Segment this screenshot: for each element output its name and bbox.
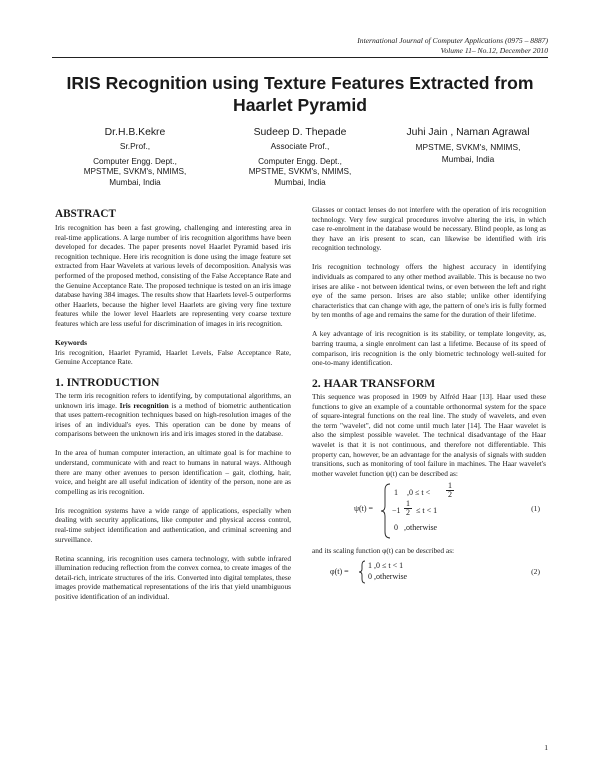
- author-affiliation: MPSTME, SVKM's, NMIMS,: [415, 142, 521, 152]
- eq1-case1-frac-num: 1: [448, 481, 452, 491]
- eq1-number: (1): [531, 504, 540, 514]
- eq1-case2-condition: ≤ t < 1: [416, 506, 438, 516]
- introduction-heading: 1. INTRODUCTION: [55, 376, 160, 390]
- intro-paragraph-2: In the area of human computer interaction, an ultimate goal is for machine to understand, communicate with and react to humans in natural ways. Although there are many other avenues to person identification – gait, clothing, hair, voice, and height are all useful indication of identity of the person, none are as compelling as iris recognition.: [55, 448, 291, 496]
- journal-header: [357, 36, 548, 55]
- abstract-heading: ABSTRACT: [55, 208, 116, 220]
- author-affiliation: Computer Engg. Dept.,: [258, 157, 342, 166]
- eq2-number: (2): [531, 567, 540, 577]
- journal-volume: Volume 11– No.12, December 2010: [440, 45, 548, 55]
- author-affiliation: MPSTME, SVKM's, NMIMS,: [83, 167, 187, 177]
- eq1-case1-fraction: [446, 482, 454, 499]
- eq1-case2-fraction: [404, 500, 412, 517]
- paper-title: [40, 72, 560, 116]
- eq2-brace: [358, 560, 366, 584]
- eq1-case3-value: 0: [394, 523, 398, 533]
- author-affiliation: Mumbai, India: [274, 178, 326, 187]
- eq1-case3-condition: ,otherwise: [404, 523, 438, 533]
- header-rule: [52, 57, 548, 58]
- intro-paragraph-4: Retina scanning, iris recognition uses camera technology, with subtle infrared illumination reducing reflection from the convex cornea, to create images of the detail-rich, intricate structures of the iris. Converted into digital templates, these images provide mathematical representations of the iris that yield unambiguous positive identification of an individual.: [55, 553, 291, 601]
- author-affiliation: Mumbai, India: [109, 178, 161, 187]
- eq1-case2-frac-den: 2: [406, 508, 410, 518]
- author-role: Sr.Prof.,: [119, 141, 151, 151]
- eq1-case1-value: 1: [394, 488, 398, 498]
- author-block-2: [230, 126, 370, 189]
- intro-paragraph-1: [55, 391, 291, 439]
- author-role: Associate Prof.,: [270, 141, 330, 151]
- right-paragraph-2: Iris recognition technology offers the highest accuracy in identifying individuals as compared to any other method available. This is because no two irises are alike - not between identical twins, or even between the left and right eye of the same person. Irises are also stable; unlike other identifying characteristics that can change with age, the pattern of one's iris is fully formed by ten months of age and remains the same for the duration of their lifetime.: [312, 262, 546, 320]
- eq1-lhs: ψ(t) =: [354, 504, 374, 514]
- author-affiliation: Computer Engg. Dept.,: [93, 157, 177, 166]
- eq2-case2: 0 ,otherwise: [368, 572, 408, 582]
- journal-name: International Journal of Computer Applications (0975 – 8887): [357, 36, 548, 45]
- eq2-case1: 1 ,0 ≤ t < 1: [368, 561, 404, 571]
- author-affiliation: MPSTME, SVKM's, NMIMS,: [248, 167, 352, 177]
- haar-paragraph-2: and its scaling function φ(t) can be described as:: [312, 546, 455, 556]
- intro-p1-end: is a method of biometric authentication that uses pattern-recognition techniques based on high-resolution images of the irises of an individual's eyes. This operation can be done by means of comparisons between the unknown iris and iris images stored in the database.: [55, 400, 291, 439]
- author-name: Juhi Jain , Naman Agrawal: [406, 127, 530, 138]
- author-name: Sudeep D. Thepade: [253, 127, 347, 138]
- haar-transform-heading: 2. HAAR TRANSFORM: [312, 377, 436, 391]
- intro-p1-bold: Iris recognition: [119, 400, 169, 410]
- abstract-text: Iris recognition has been a fast growing, challenging and interesting area in real-time applications. A large number of iris recognition algorithms have been developed for decades. The paper presents novel Haarlet Pyramid based iris recognition technique. Here iris recognition is done using the image feature set extracted from Haar Wavelets at various levels of decomposition. Analysis was performed of the proposed method, consisting of the False Acceptance Rate and the Genuine Acceptance Rate. The proposed technique is tested on an iris image database having 384 images. The results show that Haarlets level-5 outperforms other Haarlets, because the higher level Haarlets are giving very fine texture features while the lower level Haarlets are representing very coarse texture features which are less useful for discrimination of images in iris recognition.: [55, 223, 291, 328]
- eq1-case1-frac-den: 2: [448, 490, 452, 500]
- intro-paragraph-3: Iris recognition systems have a wide range of applications, especially when dealing with security applications, like computer and physical access control, real-time subject identification and authentication, and criminal screening and surveillance.: [55, 505, 291, 544]
- equation-2: [312, 560, 546, 584]
- intro-p1-start: The term iris recognition refers to identifying, by computational algorithms, an unknown iris image.: [55, 391, 291, 410]
- page-number: 1: [544, 743, 548, 752]
- keywords-heading: Keywords: [55, 337, 88, 347]
- author-affiliation: Mumbai, India: [441, 154, 495, 164]
- title-line-1: IRIS Recognition using Texture Features Extracted from: [66, 73, 534, 93]
- eq1-case1-condition: ,0 ≤ t <: [407, 488, 431, 498]
- eq1-brace: [380, 482, 392, 540]
- right-paragraph-3: A key advantage of iris recognition is its stability, or template longevity, as, barring trauma, a single enrolment can last a lifetime. Because of its speed of comparison, iris recognition is the only biometric technology well-suited for one-to-many identification.: [312, 329, 546, 368]
- haar-paragraph-1: This sequence was proposed in 1909 by Alfréd Haar [13]. Haar used these functions to give an example of a countable orthonormal system for the space of square-integral functions on the real line. The study of wavelets, and even the term "wavelet", did not come until much later [14]. The Haar wavelet is also the simplest possible wavelet. The technical disadvantage of the Haar wavelet is that it is not continuous, and therefore not differentiable. This property can, however, be an advantage for the analysis of signals with sudden transitions, such as monitoring of tool failure in machines. The Haar wavelet's mother wavelet function ψ(t) can be described as:: [312, 392, 546, 478]
- author-block-1: [60, 126, 210, 189]
- right-column: [312, 205, 546, 588]
- title-line-2: Haarlet Pyramid: [233, 95, 367, 115]
- equation-1: [312, 482, 546, 540]
- left-column: [55, 206, 291, 611]
- keywords-text: Iris recognition, Haarlet Pyramid, Haarlet Levels, False Acceptance Rate, Genuine Acceptance Rate.: [55, 347, 291, 367]
- author-name: Dr.H.B.Kekre: [104, 127, 166, 138]
- right-paragraph-1: Glasses or contact lenses do not interfere with the operation of iris recognition technology. Very few surgical procedures involve altering the iris, in which case re-enrolment in the database would be necessary. Blind people, as long as they have an iris present to scan, can likewise be identified with iris recognition technology.: [312, 205, 546, 253]
- eq1-case2-frac-num: 1: [406, 499, 410, 509]
- author-block-3: [388, 126, 548, 165]
- eq1-case2-value: −1: [392, 506, 401, 516]
- eq2-lhs: φ(t) =: [330, 567, 349, 577]
